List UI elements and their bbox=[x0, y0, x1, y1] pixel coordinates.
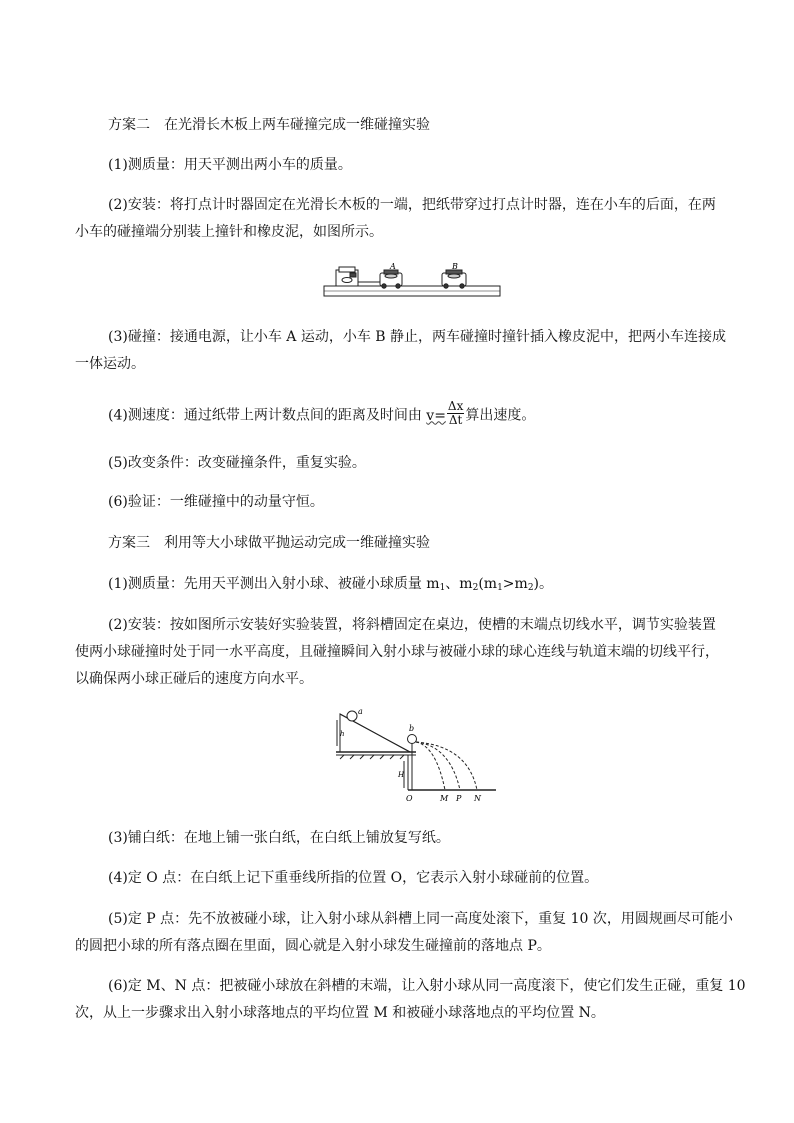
formula-fraction bbox=[447, 400, 464, 427]
step1-text: (1)测质量：先用天平测出入射小球、被碰小球质量 m bbox=[108, 576, 440, 592]
step1-text: (m bbox=[478, 576, 498, 592]
scheme2-step5: (5)改变条件：改变碰撞条件，重复实验。 bbox=[108, 455, 366, 471]
formula-denominator: Δt bbox=[448, 413, 463, 427]
formula-numerator: Δx bbox=[447, 399, 464, 413]
step4-text-before: (4)测速度：通过纸带上两计数点间的距离及时间由 bbox=[108, 407, 427, 424]
scheme3-step1 bbox=[108, 575, 553, 593]
scheme3-step2-line2: 使两小球碰撞时处于同一水平高度，且碰撞瞬间入射小球与被碰小球的球心连线与轨道末端的切线平行， bbox=[75, 644, 719, 660]
car-a-label: A bbox=[390, 262, 396, 271]
scheme2-step6: (6)验证：一维碰撞中的动量守恒。 bbox=[108, 494, 324, 510]
subscript: 1 bbox=[497, 583, 503, 593]
scheme2-step2-line1: (2)安装：将打点计时器固定在光滑长木板的一端，把纸带穿过打点计时器，连在小车的后面，在两 bbox=[108, 197, 716, 213]
step1-text: 、m bbox=[445, 576, 473, 592]
scheme2-heading: 方案二 在光滑长木板上两车碰撞完成一维碰撞实验 bbox=[108, 117, 430, 133]
height-H-label: H bbox=[398, 771, 405, 779]
step4-text-after: 算出速度。 bbox=[465, 407, 536, 424]
point-o-label: O bbox=[406, 794, 413, 803]
step1-text: >m bbox=[502, 576, 528, 592]
scheme3-step4: (4)定 O 点：在白纸上记下重垂线所指的位置 O，它表示入射小球碰前的位置。 bbox=[108, 870, 599, 886]
scheme3-step2-line1: (2)安装：按如图所示安装好实验装置，将斜槽固定在桌边，使槽的末端点切线水平，调节实验装置 bbox=[108, 617, 716, 633]
formula-v: v= bbox=[426, 407, 446, 424]
scheme2-step2-line2: 小车的碰撞端分别装上撞针和橡皮泥，如图所示。 bbox=[75, 224, 383, 240]
scheme2-step3-line2: 一体运动。 bbox=[75, 356, 145, 372]
cart-collision-figure bbox=[322, 262, 502, 302]
scheme3-step2-line3: 以确保两小球正碰后的速度方向水平。 bbox=[75, 671, 313, 687]
point-m-label: M bbox=[440, 794, 449, 803]
subscript: 1 bbox=[439, 583, 446, 593]
scheme3-step3: (3)铺白纸：在地上铺一张白纸，在白纸上铺放复写纸。 bbox=[108, 830, 450, 846]
scheme3-step6-line1: (6)定 M、N 点：把被碰小球放在斜槽的末端，让入射小球从同一高度滚下，使它们发生正碰，重复 10 bbox=[108, 978, 746, 994]
scheme3-heading: 方案三 利用等大小球做平抛运动完成一维碰撞实验 bbox=[108, 535, 430, 551]
scheme3-step6-line2: 次，从上一步骤求出入射小球落地点的平均位置 M 和被碰小球落地点的平均位置 N。 bbox=[75, 1005, 605, 1021]
scheme3-step5-line2: 的圆把小球的所有落点圈在里面，圆心就是入射小球发生碰撞前的落地点 P。 bbox=[75, 938, 551, 954]
subscript: 2 bbox=[527, 583, 534, 593]
scheme2-step1: (1)测质量：用天平测出两小车的质量。 bbox=[108, 157, 352, 173]
projectile-collision-figure bbox=[334, 706, 502, 806]
ball-b-label: b bbox=[409, 724, 415, 733]
scheme2-step4 bbox=[108, 399, 536, 428]
scheme2-step3-line1: (3)碰撞：接通电源，让小车 A 运动，小车 B 静止，两车碰撞时撞针插入橡皮泥中，把两小车连接成 bbox=[108, 329, 727, 345]
scheme3-step5-line1: (5)定 P 点：先不放被碰小球，让入射小球从斜槽上同一高度处滚下，重复 10 次，用圆规画尽可能小 bbox=[108, 911, 733, 927]
point-p-label: P bbox=[456, 794, 462, 803]
car-b-label: B bbox=[452, 262, 458, 271]
ball-a-label: a bbox=[358, 707, 363, 716]
step1-text: )。 bbox=[533, 576, 554, 592]
subscript: 2 bbox=[472, 583, 479, 593]
height-h-label: h bbox=[340, 730, 345, 738]
point-n-label: N bbox=[474, 794, 481, 803]
